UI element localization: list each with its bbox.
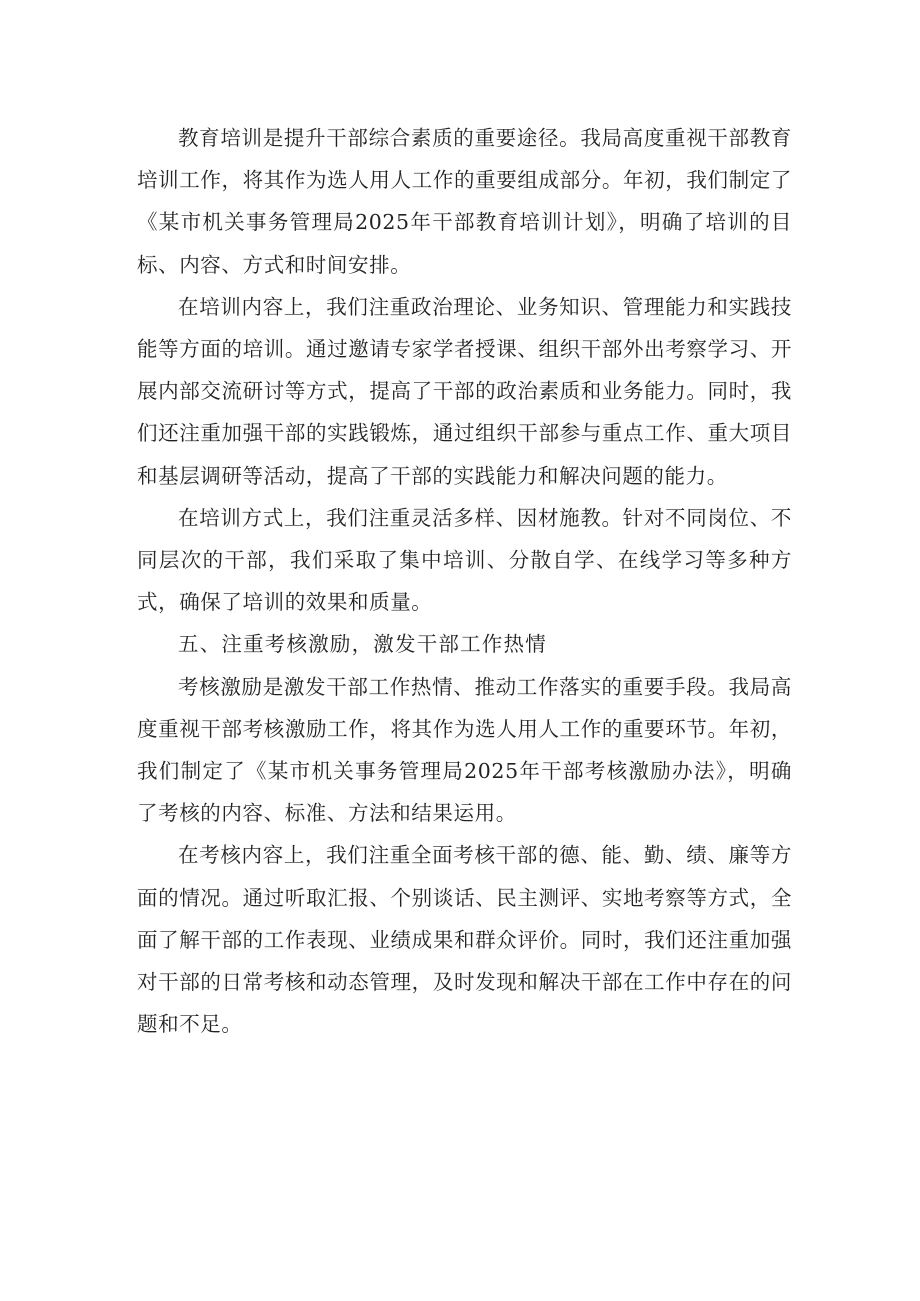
- document-body: [137, 117, 792, 1045]
- section-heading: 五、注重考核激励，激发干部工作热情: [178, 632, 547, 657]
- paragraph-training-methods: 在培训方式上，我们注重灵活多样、因材施教。针对不同岗位、不同层次的干部，我们采取了集中培训、分散自学、在线学习等多种方式，确保了培训的效果和质量。: [137, 505, 792, 615]
- paragraph-assessment-content: 在考核内容上，我们注重全面考核干部的德、能、勤、绩、廉等方面的情况。通过听取汇报、个别谈话、民主测评、实地考察等方式，全面了解干部的工作表现、业绩成果和群众评价。同时，我们还注重加强对干部的日常考核和动态管理，及时发现和解决干部在工作中存在的问题和不足。: [137, 843, 792, 1037]
- paragraph-training-importance: 教育培训是提升干部综合素质的重要途径。我局高度重视干部教育培训工作，将其作为选人用人工作的重要组成部分。年初，我们制定了《某市机关事务管理局2025年干部教育培训计划》，明确了培训的目标、内容、方式和时间安排。: [137, 126, 792, 277]
- paragraph-assessment-importance: 考核激励是激发干部工作热情、推动工作落实的重要手段。我局高度重视干部考核激励工作，将其作为选人用人工作的重要环节。年初，我们制定了《某市机关事务管理局2025年干部考核激励办法》，明确了考核的内容、标准、方法和结果运用。: [137, 674, 792, 826]
- paragraph-training-content: 在培训内容上，我们注重政治理论、业务知识、管理能力和实践技能等方面的培训。通过邀请专家学者授课、组织干部外出考察学习、开展内部交流研讨等方式，提高了干部的政治素质和业务能力。同时，我们还注重加强干部的实践锻炼，通过组织干部参与重点工作、重大项目和基层调研等活动，提高了干部的实践能力和解决问题的能力。: [137, 294, 792, 488]
